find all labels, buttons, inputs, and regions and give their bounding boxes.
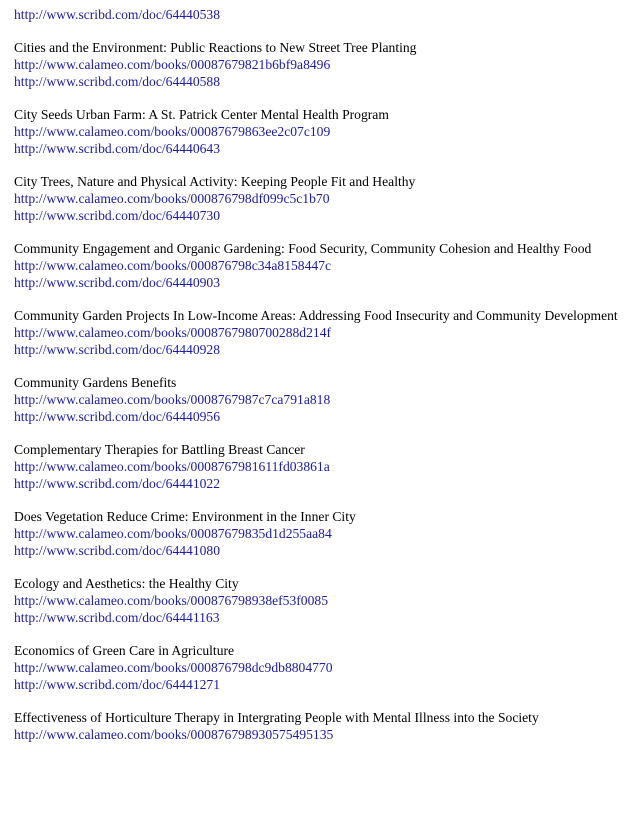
scribd-link[interactable]: http://www.scribd.com/doc/64441080: [14, 543, 221, 558]
entry-title: Ecology and Aesthetics: the Healthy City: [14, 576, 239, 591]
calameo-link[interactable]: http://www.calameo.com/books/000876798c34a8158447c: [14, 258, 332, 273]
lead-entry: [14, 6, 628, 23]
calameo-link[interactable]: http://www.calameo.com/books/00087679863ee2c07c109: [14, 124, 331, 139]
calameo-link[interactable]: http://www.calameo.com/books/000876798938ef53f0085: [14, 593, 328, 608]
document-entry: [14, 709, 628, 743]
scribd-link[interactable]: http://www.scribd.com/doc/64440956: [14, 409, 221, 424]
scribd-link[interactable]: http://www.scribd.com/doc/64440903: [14, 275, 221, 290]
calameo-link[interactable]: http://www.calameo.com/books/0008767987c7ca791a818: [14, 392, 331, 407]
entry-title: Community Gardens Benefits: [14, 375, 177, 390]
scribd-link[interactable]: http://www.scribd.com/doc/64441271: [14, 677, 221, 692]
entry-title: Cities and the Environment: Public Reactions to New Street Tree Planting: [14, 40, 417, 55]
scribd-link[interactable]: http://www.scribd.com/doc/64440730: [14, 208, 221, 223]
document-page: [14, 6, 628, 759]
document-entry: [14, 508, 628, 559]
calameo-link[interactable]: http://www.calameo.com/books/0008767981611fd03861a: [14, 459, 330, 474]
entry-title: Community Engagement and Organic Gardening: Food Security, Community Cohesion and Healthy Food: [14, 241, 592, 256]
calameo-link[interactable]: http://www.calameo.com/books/0008767980700288d214f: [14, 325, 332, 340]
document-entry: [14, 575, 628, 626]
document-entry: [14, 307, 628, 358]
entry-title: Complementary Therapies for Battling Breast Cancer: [14, 442, 305, 457]
entry-title: Does Vegetation Reduce Crime: Environment in the Inner City: [14, 509, 356, 524]
document-entry: [14, 374, 628, 425]
document-entry: [14, 441, 628, 492]
calameo-link[interactable]: http://www.calameo.com/books/000876798df099c5c1b70: [14, 191, 330, 206]
entry-title: City Seeds Urban Farm: A St. Patrick Center Mental Health Program: [14, 107, 389, 122]
calameo-link[interactable]: http://www.calameo.com/books/00087679835d1d255aa84: [14, 526, 332, 541]
document-entry: [14, 240, 628, 291]
scribd-link[interactable]: http://www.scribd.com/doc/64441022: [14, 476, 221, 491]
document-entry: [14, 173, 628, 224]
scribd-link[interactable]: http://www.scribd.com/doc/64440588: [14, 74, 221, 89]
calameo-link[interactable]: http://www.calameo.com/books/000876798dc9db8804770: [14, 660, 333, 675]
scribd-link[interactable]: http://www.scribd.com/doc/64441163: [14, 610, 220, 625]
calameo-link[interactable]: http://www.calameo.com/books/00087679821b6bf9a8496: [14, 57, 331, 72]
document-entry: [14, 106, 628, 157]
document-entry: [14, 642, 628, 693]
calameo-link[interactable]: http://www.calameo.com/books/000876798930575495135: [14, 727, 334, 742]
entry-title: City Trees, Nature and Physical Activity: Keeping People Fit and Healthy: [14, 174, 416, 189]
entry-list: [14, 39, 628, 743]
entry-title: Community Garden Projects In Low-Income Areas: Addressing Food Insecurity and Community Development: [14, 308, 618, 323]
scribd-link[interactable]: http://www.scribd.com/doc/64440643: [14, 141, 221, 156]
scribd-link[interactable]: http://www.scribd.com/doc/64440538: [14, 7, 221, 22]
scribd-link[interactable]: http://www.scribd.com/doc/64440928: [14, 342, 221, 357]
document-entry: [14, 39, 628, 90]
entry-title: Economics of Green Care in Agriculture: [14, 643, 235, 658]
entry-title: Effectiveness of Horticulture Therapy in Intergrating People with Mental Illness into the Society: [14, 710, 539, 725]
